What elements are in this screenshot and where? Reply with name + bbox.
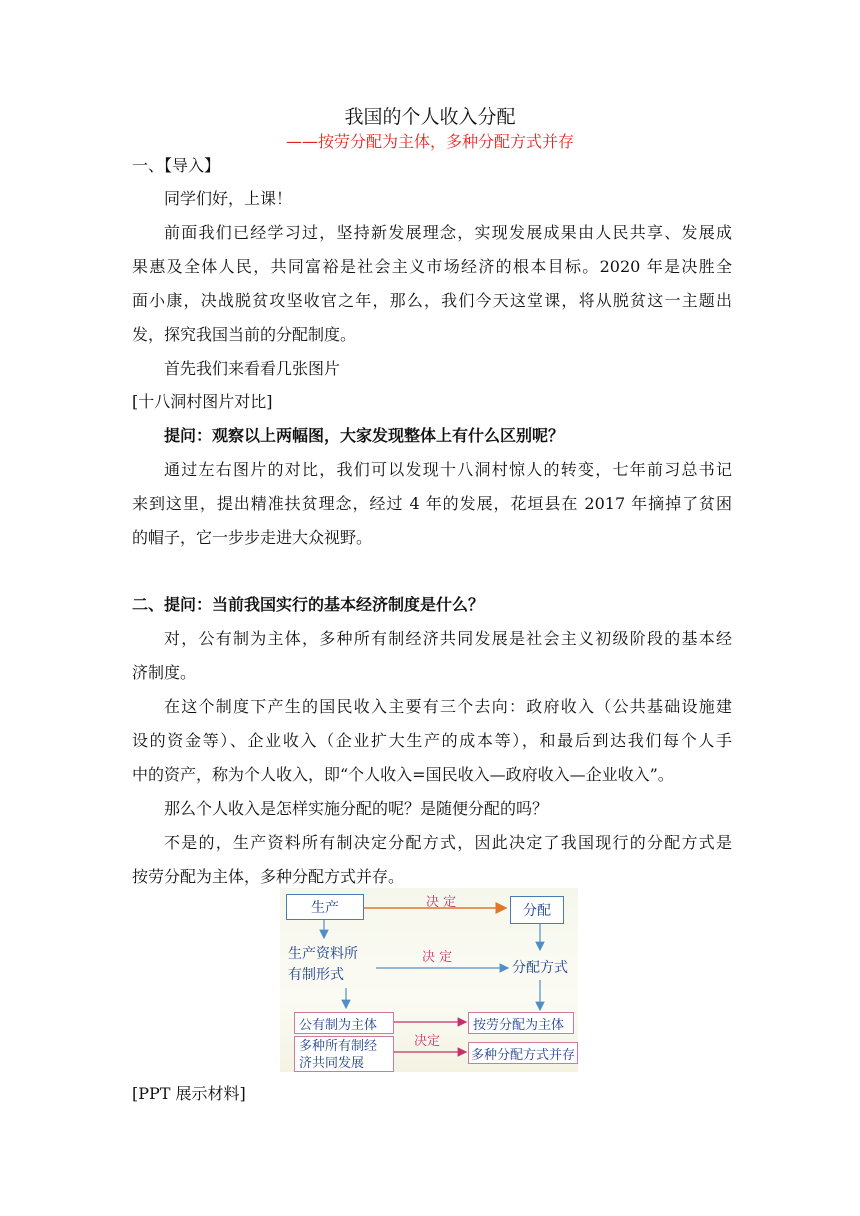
section1-note1: [十八洞村图片对比]	[132, 392, 273, 411]
node-ownership-line1: 生产资料所	[288, 946, 358, 962]
label-decide-3: 决定	[414, 1034, 441, 1049]
node-labor-main: 按劳分配为主体	[468, 1012, 574, 1034]
section1-heading: 一、【导入】	[132, 156, 221, 175]
document-subtitle: ——按劳分配为主体，多种分配方式并存	[285, 132, 574, 151]
node-ownership-line2: 有制形式	[288, 967, 344, 983]
label-decide-2: 决 定	[422, 950, 453, 965]
section1-para1-line2: 果惠及全体人民，共同富裕是社会主义市场经济的根本目标。2020 年是决胜全	[132, 257, 732, 276]
section2-para1-line2: 济制度。	[132, 663, 197, 682]
node-multi-ownership	[294, 1036, 394, 1072]
section2-para3: 那么个人收入是怎样实施分配的呢？是随便分配的吗？	[164, 799, 549, 818]
greeting-text: 同学们好，上课！	[164, 189, 293, 208]
node-multi-ownership-line1: 多种所有制经	[299, 1039, 378, 1054]
section1-para3-line1: 通过左右图片的对比，我们可以发现十八洞村惊人的转变，七年前习总书记	[164, 460, 732, 479]
node-multi-modes: 多种分配方式并存	[468, 1042, 578, 1064]
section2-para4-line2: 按劳分配为主体，多种分配方式并存。	[132, 867, 405, 886]
section2-para1-line1: 对，公有制为主体，多种所有制经济共同发展是社会主义初级阶段的基本经	[164, 629, 732, 648]
document-title: 我国的个人收入分配	[344, 106, 516, 128]
node-distribution: 分配	[510, 896, 564, 924]
node-public-main: 公有制为主体	[294, 1012, 394, 1034]
section1-para3-line2: 来到这里，提出精准扶贫理念，经过 4 年的发展，花垣县在 2017 年摘掉了贫困	[132, 494, 732, 513]
section1-para3-line3: 的帽子，它一步步走进大众视野。	[132, 528, 373, 547]
node-production: 生产	[286, 894, 364, 920]
section1-para1-line3: 面小康，决战脱贫攻坚收官之年，那么，我们今天这堂课，将从脱贫这一主题出	[132, 291, 732, 310]
section2-para4-line1: 不是的，生产资料所有制决定分配方式，因此决定了我国现行的分配方式是	[164, 833, 732, 852]
node-multi-ownership-line2: 济共同发展	[299, 1056, 365, 1071]
question1-text: 提问：观察以上两幅图，大家发现整体上有什么区别呢？	[164, 426, 565, 445]
label-decide-1: 决 定	[426, 895, 457, 910]
node-ownership-form	[288, 944, 372, 988]
section1-para1-line1: 前面我们已经学习过，坚持新发展理念，实现发展成果由人民共享、发展成	[164, 223, 732, 242]
section1-para2: 首先我们来看看几张图片	[164, 359, 341, 378]
section1-para1-line4: 发，探究我国当前的分配制度。	[132, 325, 357, 344]
section2-para2-line3: 中的资产，称为个人收入，即“个人收入=国民收入—政府收入—企业收入”。	[132, 765, 674, 784]
section2-heading: 二、提问：当前我国实行的基本经济制度是什么？	[132, 595, 485, 614]
node-distribution-mode: 分配方式	[512, 960, 568, 976]
section2-note2: [PPT 展示材料]	[132, 1084, 246, 1103]
section2-para2-line1: 在这个制度下产生的国民收入主要有三个去向：政府收入（公共基础设施建	[164, 697, 732, 716]
distribution-flow-diagram	[280, 888, 578, 1072]
section2-para2-line2: 设的资金等）、企业收入（企业扩大生产的成本等），和最后到达我们每个人手	[132, 731, 732, 750]
